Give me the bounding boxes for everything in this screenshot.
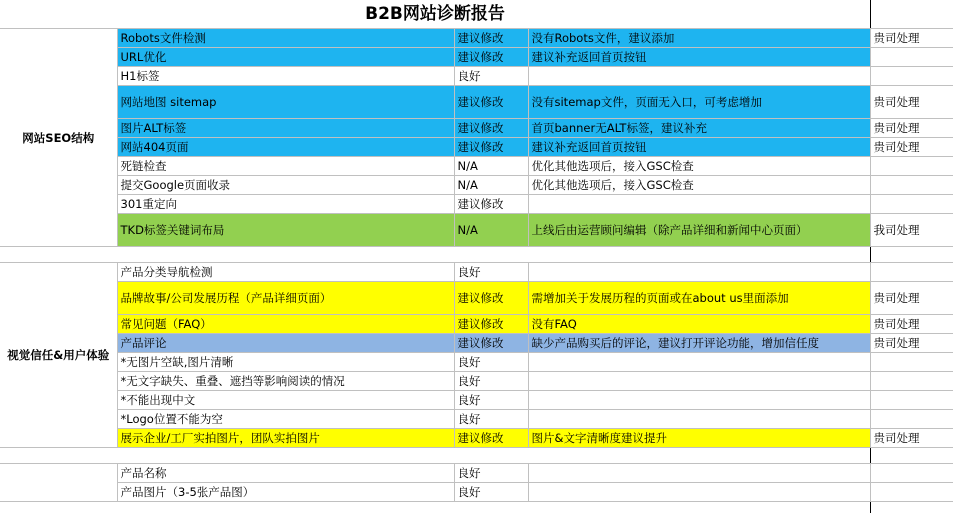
section-gap [0, 247, 953, 263]
suggestion-cell: 没有Robots文件，建议添加 [528, 29, 870, 48]
section-label: 网站SEO结构 [0, 29, 117, 247]
suggestion-cell [528, 483, 870, 502]
status-cell: N/A [454, 176, 528, 195]
table-row [0, 176, 953, 195]
gap-cell [0, 448, 870, 464]
suggestion-cell: 没有sitemap文件，页面无入口，可考虑增加 [528, 86, 870, 119]
handler-cell: 贵司处理 [870, 86, 953, 119]
suggestion-cell [528, 391, 870, 410]
handler-cell: 贵司处理 [870, 138, 953, 157]
item-cell: Robots文件检测 [117, 29, 454, 48]
table-row [0, 483, 953, 502]
gap-cell [870, 448, 953, 464]
section-label: 视觉信任&用户体验 [0, 263, 117, 448]
handler-cell: 贵司处理 [870, 334, 953, 353]
section-label [0, 464, 117, 502]
handler-cell [870, 483, 953, 502]
suggestion-cell [528, 410, 870, 429]
status-cell: 良好 [454, 372, 528, 391]
handler-cell [870, 464, 953, 483]
gap-cell [0, 247, 870, 263]
item-cell: 产品评论 [117, 334, 454, 353]
table-row [0, 282, 953, 315]
item-cell: 产品分类导航检测 [117, 263, 454, 282]
suggestion-cell [528, 263, 870, 282]
status-cell: 建议修改 [454, 48, 528, 67]
table-row [0, 157, 953, 176]
table-row [0, 263, 953, 282]
table-row [0, 119, 953, 138]
handler-cell [870, 157, 953, 176]
suggestion-cell: 没有FAQ [528, 315, 870, 334]
suggestion-cell: 图片&文字清晰度建议提升 [528, 429, 870, 448]
suggestion-cell: 首页banner无ALT标签，建议补充 [528, 119, 870, 138]
item-cell: 网站地图 sitemap [117, 86, 454, 119]
status-cell: 建议修改 [454, 29, 528, 48]
status-cell: 良好 [454, 263, 528, 282]
item-cell: 产品名称 [117, 464, 454, 483]
item-cell: 提交Google页面收录 [117, 176, 454, 195]
item-cell: *Logo位置不能为空 [117, 410, 454, 429]
table-row [0, 29, 953, 48]
suggestion-cell: 建议补充返回首页按钮 [528, 138, 870, 157]
table-row [0, 334, 953, 353]
table-row [0, 391, 953, 410]
suggestion-cell [528, 195, 870, 214]
status-cell: 建议修改 [454, 138, 528, 157]
section-gap [0, 448, 953, 464]
item-cell: H1标签 [117, 67, 454, 86]
handler-cell [870, 48, 953, 67]
gap-cell [870, 247, 953, 263]
report-title: B2B网站诊断报告 [0, 0, 870, 29]
suggestion-cell [528, 372, 870, 391]
table-row [0, 464, 953, 483]
item-cell: 图片ALT标签 [117, 119, 454, 138]
suggestion-cell [528, 67, 870, 86]
suggestion-cell: 优化其他选项后，接入GSC检查 [528, 176, 870, 195]
item-cell: *不能出现中文 [117, 391, 454, 410]
handler-cell [870, 372, 953, 391]
suggestion-cell: 建议补充返回首页按钮 [528, 48, 870, 67]
item-cell: 常见问题（FAQ） [117, 315, 454, 334]
handler-cell [870, 391, 953, 410]
handler-cell [870, 263, 953, 282]
handler-cell: 我司处理 [870, 214, 953, 247]
status-cell: 良好 [454, 391, 528, 410]
handler-cell: 贵司处理 [870, 282, 953, 315]
handler-cell: 贵司处理 [870, 315, 953, 334]
status-cell: 建议修改 [454, 315, 528, 334]
table-row [0, 214, 953, 247]
table-row [0, 86, 953, 119]
table-row [0, 67, 953, 86]
handler-cell [870, 353, 953, 372]
status-cell: 建议修改 [454, 119, 528, 138]
item-cell: *无图片空缺,图片清晰 [117, 353, 454, 372]
suggestion-cell: 优化其他选项后，接入GSC检查 [528, 157, 870, 176]
handler-cell: 贵司处理 [870, 119, 953, 138]
status-cell: 良好 [454, 483, 528, 502]
handler-cell [870, 67, 953, 86]
table-row [0, 372, 953, 391]
suggestion-cell [528, 353, 870, 372]
status-cell: N/A [454, 214, 528, 247]
table-row [0, 353, 953, 372]
item-cell: 死链检查 [117, 157, 454, 176]
status-cell: 建议修改 [454, 282, 528, 315]
table-row [0, 195, 953, 214]
handler-cell [870, 195, 953, 214]
item-cell: 展示企业/工厂实拍图片，团队实拍图片 [117, 429, 454, 448]
table-row [0, 315, 953, 334]
status-cell: 良好 [454, 410, 528, 429]
table-row [0, 48, 953, 67]
item-cell: URL优化 [117, 48, 454, 67]
suggestion-cell: 上线后由运营顾问编辑（除产品详细和新闻中心页面） [528, 214, 870, 247]
item-cell: 网站404页面 [117, 138, 454, 157]
status-cell: 建议修改 [454, 334, 528, 353]
handler-cell: 贵司处理 [870, 29, 953, 48]
table-row [0, 138, 953, 157]
status-cell: N/A [454, 157, 528, 176]
suggestion-cell: 需增加关于发展历程的页面或在about us里面添加 [528, 282, 870, 315]
status-cell: 建议修改 [454, 86, 528, 119]
item-cell: 产品图片（3-5张产品图） [117, 483, 454, 502]
handler-cell: 贵司处理 [870, 429, 953, 448]
handler-cell [870, 176, 953, 195]
table-row [0, 410, 953, 429]
item-cell: *无文字缺失、重叠、遮挡等影响阅读的情况 [117, 372, 454, 391]
status-cell: 良好 [454, 353, 528, 372]
status-cell: 建议修改 [454, 195, 528, 214]
report-table [0, 28, 953, 502]
item-cell: TKD标签关键词布局 [117, 214, 454, 247]
handler-cell [870, 410, 953, 429]
item-cell: 品牌故事/公司发展历程（产品详细页面） [117, 282, 454, 315]
suggestion-cell [528, 464, 870, 483]
table-row [0, 429, 953, 448]
status-cell: 建议修改 [454, 429, 528, 448]
item-cell: 301重定向 [117, 195, 454, 214]
suggestion-cell: 缺少产品购买后的评论，建议打开评论功能，增加信任度 [528, 334, 870, 353]
status-cell: 良好 [454, 464, 528, 483]
status-cell: 良好 [454, 67, 528, 86]
